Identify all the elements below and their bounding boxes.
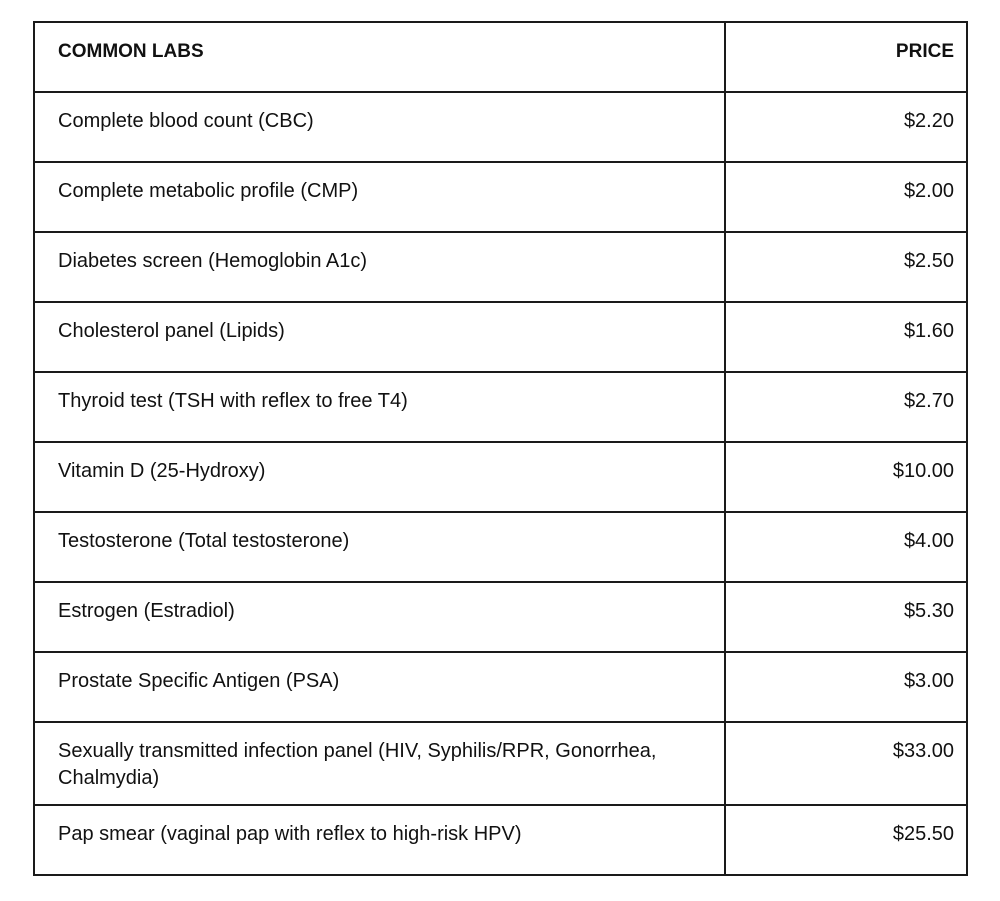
table-row [34, 652, 967, 722]
lab-name: Cholesterol panel (Lipids) [34, 302, 725, 372]
column-header-labs: COMMON LABS [34, 22, 725, 92]
lab-price: $2.50 [725, 232, 967, 302]
lab-name: Complete blood count (CBC) [34, 92, 725, 162]
lab-name: Testosterone (Total testosterone) [34, 512, 725, 582]
column-header-price: PRICE [725, 22, 967, 92]
lab-price: $4.00 [725, 512, 967, 582]
lab-price-table [33, 21, 968, 876]
table-row [34, 722, 967, 805]
lab-name: Prostate Specific Antigen (PSA) [34, 652, 725, 722]
lab-price: $33.00 [725, 722, 967, 805]
lab-price: $10.00 [725, 442, 967, 512]
lab-price: $5.30 [725, 582, 967, 652]
lab-price: $3.00 [725, 652, 967, 722]
table-row [34, 302, 967, 372]
table-row [34, 442, 967, 512]
lab-name: Thyroid test (TSH with reflex to free T4) [34, 372, 725, 442]
lab-name: Diabetes screen (Hemoglobin A1c) [34, 232, 725, 302]
lab-price: $1.60 [725, 302, 967, 372]
table-header-row [34, 22, 967, 92]
lab-price: $2.00 [725, 162, 967, 232]
table-row [34, 372, 967, 442]
table-row [34, 162, 967, 232]
table-row [34, 582, 967, 652]
table-row [34, 805, 967, 875]
table-row [34, 92, 967, 162]
lab-name: Estrogen (Estradiol) [34, 582, 725, 652]
table-row [34, 512, 967, 582]
lab-price: $2.70 [725, 372, 967, 442]
lab-name: Complete metabolic profile (CMP) [34, 162, 725, 232]
lab-name: Sexually transmitted infection panel (HIV, Syphilis/RPR, Gonorrhea, Chalmydia) [34, 722, 725, 805]
lab-name: Pap smear (vaginal pap with reflex to high-risk HPV) [34, 805, 725, 875]
lab-price: $2.20 [725, 92, 967, 162]
table-row [34, 232, 967, 302]
lab-price: $25.50 [725, 805, 967, 875]
lab-name: Vitamin D (25-Hydroxy) [34, 442, 725, 512]
